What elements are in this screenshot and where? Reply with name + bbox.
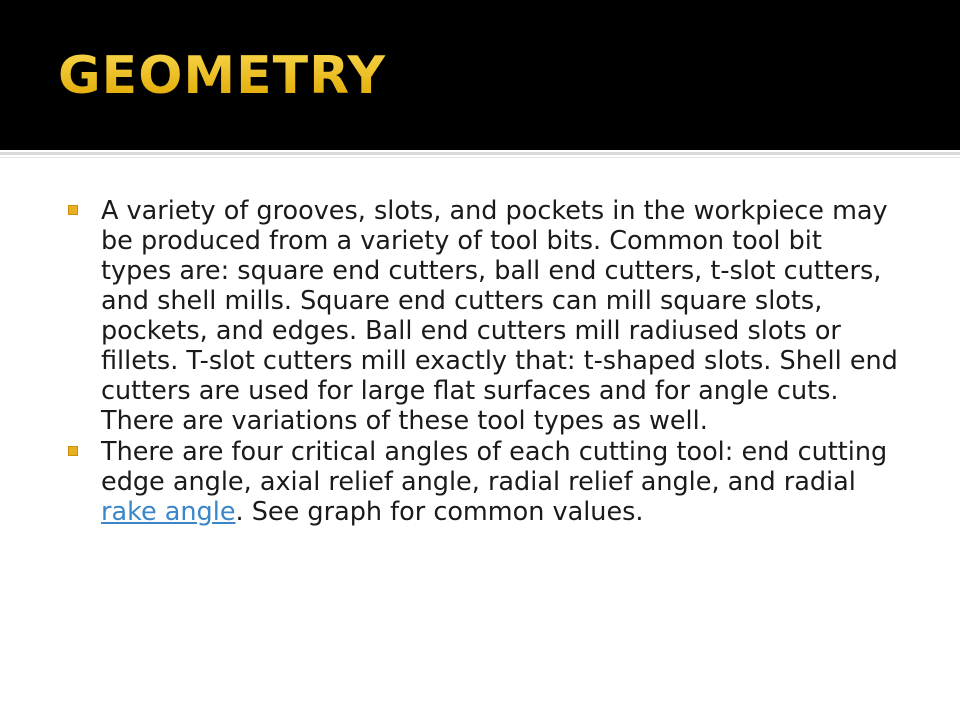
title-bar	[0, 0, 960, 150]
title-divider	[0, 152, 960, 155]
bullet-text-after-link: . See graph for common values.	[235, 497, 644, 527]
bullet-text: A variety of grooves, slots, and pockets in the workpiece may be produced from a variety of tool bits. Common tool bit types are: square end cutters, ball end cutters, t-slot cutters, and shell mills. Square end cutters can mill square slots, pockets, and edges. Ball end cutters mill radiused slots or fillets. T-slot cutters mill exactly that: t-shaped slots. Shell end cutters are used for large flat surfaces and for angle cuts. There are variations of these tool types as well.	[101, 196, 898, 436]
square-bullet-icon	[68, 446, 78, 456]
slide-title: GEOMETRY	[58, 46, 386, 106]
bullet-text-before-link: There are four critical angles of each cutting tool: end cutting edge angle, axial relief angle, radial relief angle, and radial	[101, 437, 888, 497]
title-divider-thin	[0, 157, 960, 158]
bullet-list	[68, 196, 898, 528]
rake-angle-link[interactable]: rake angle	[101, 497, 236, 527]
square-bullet-icon	[68, 205, 78, 215]
bullet-item-critical-angles	[68, 437, 898, 527]
bullet-item-tool-types	[68, 196, 898, 436]
